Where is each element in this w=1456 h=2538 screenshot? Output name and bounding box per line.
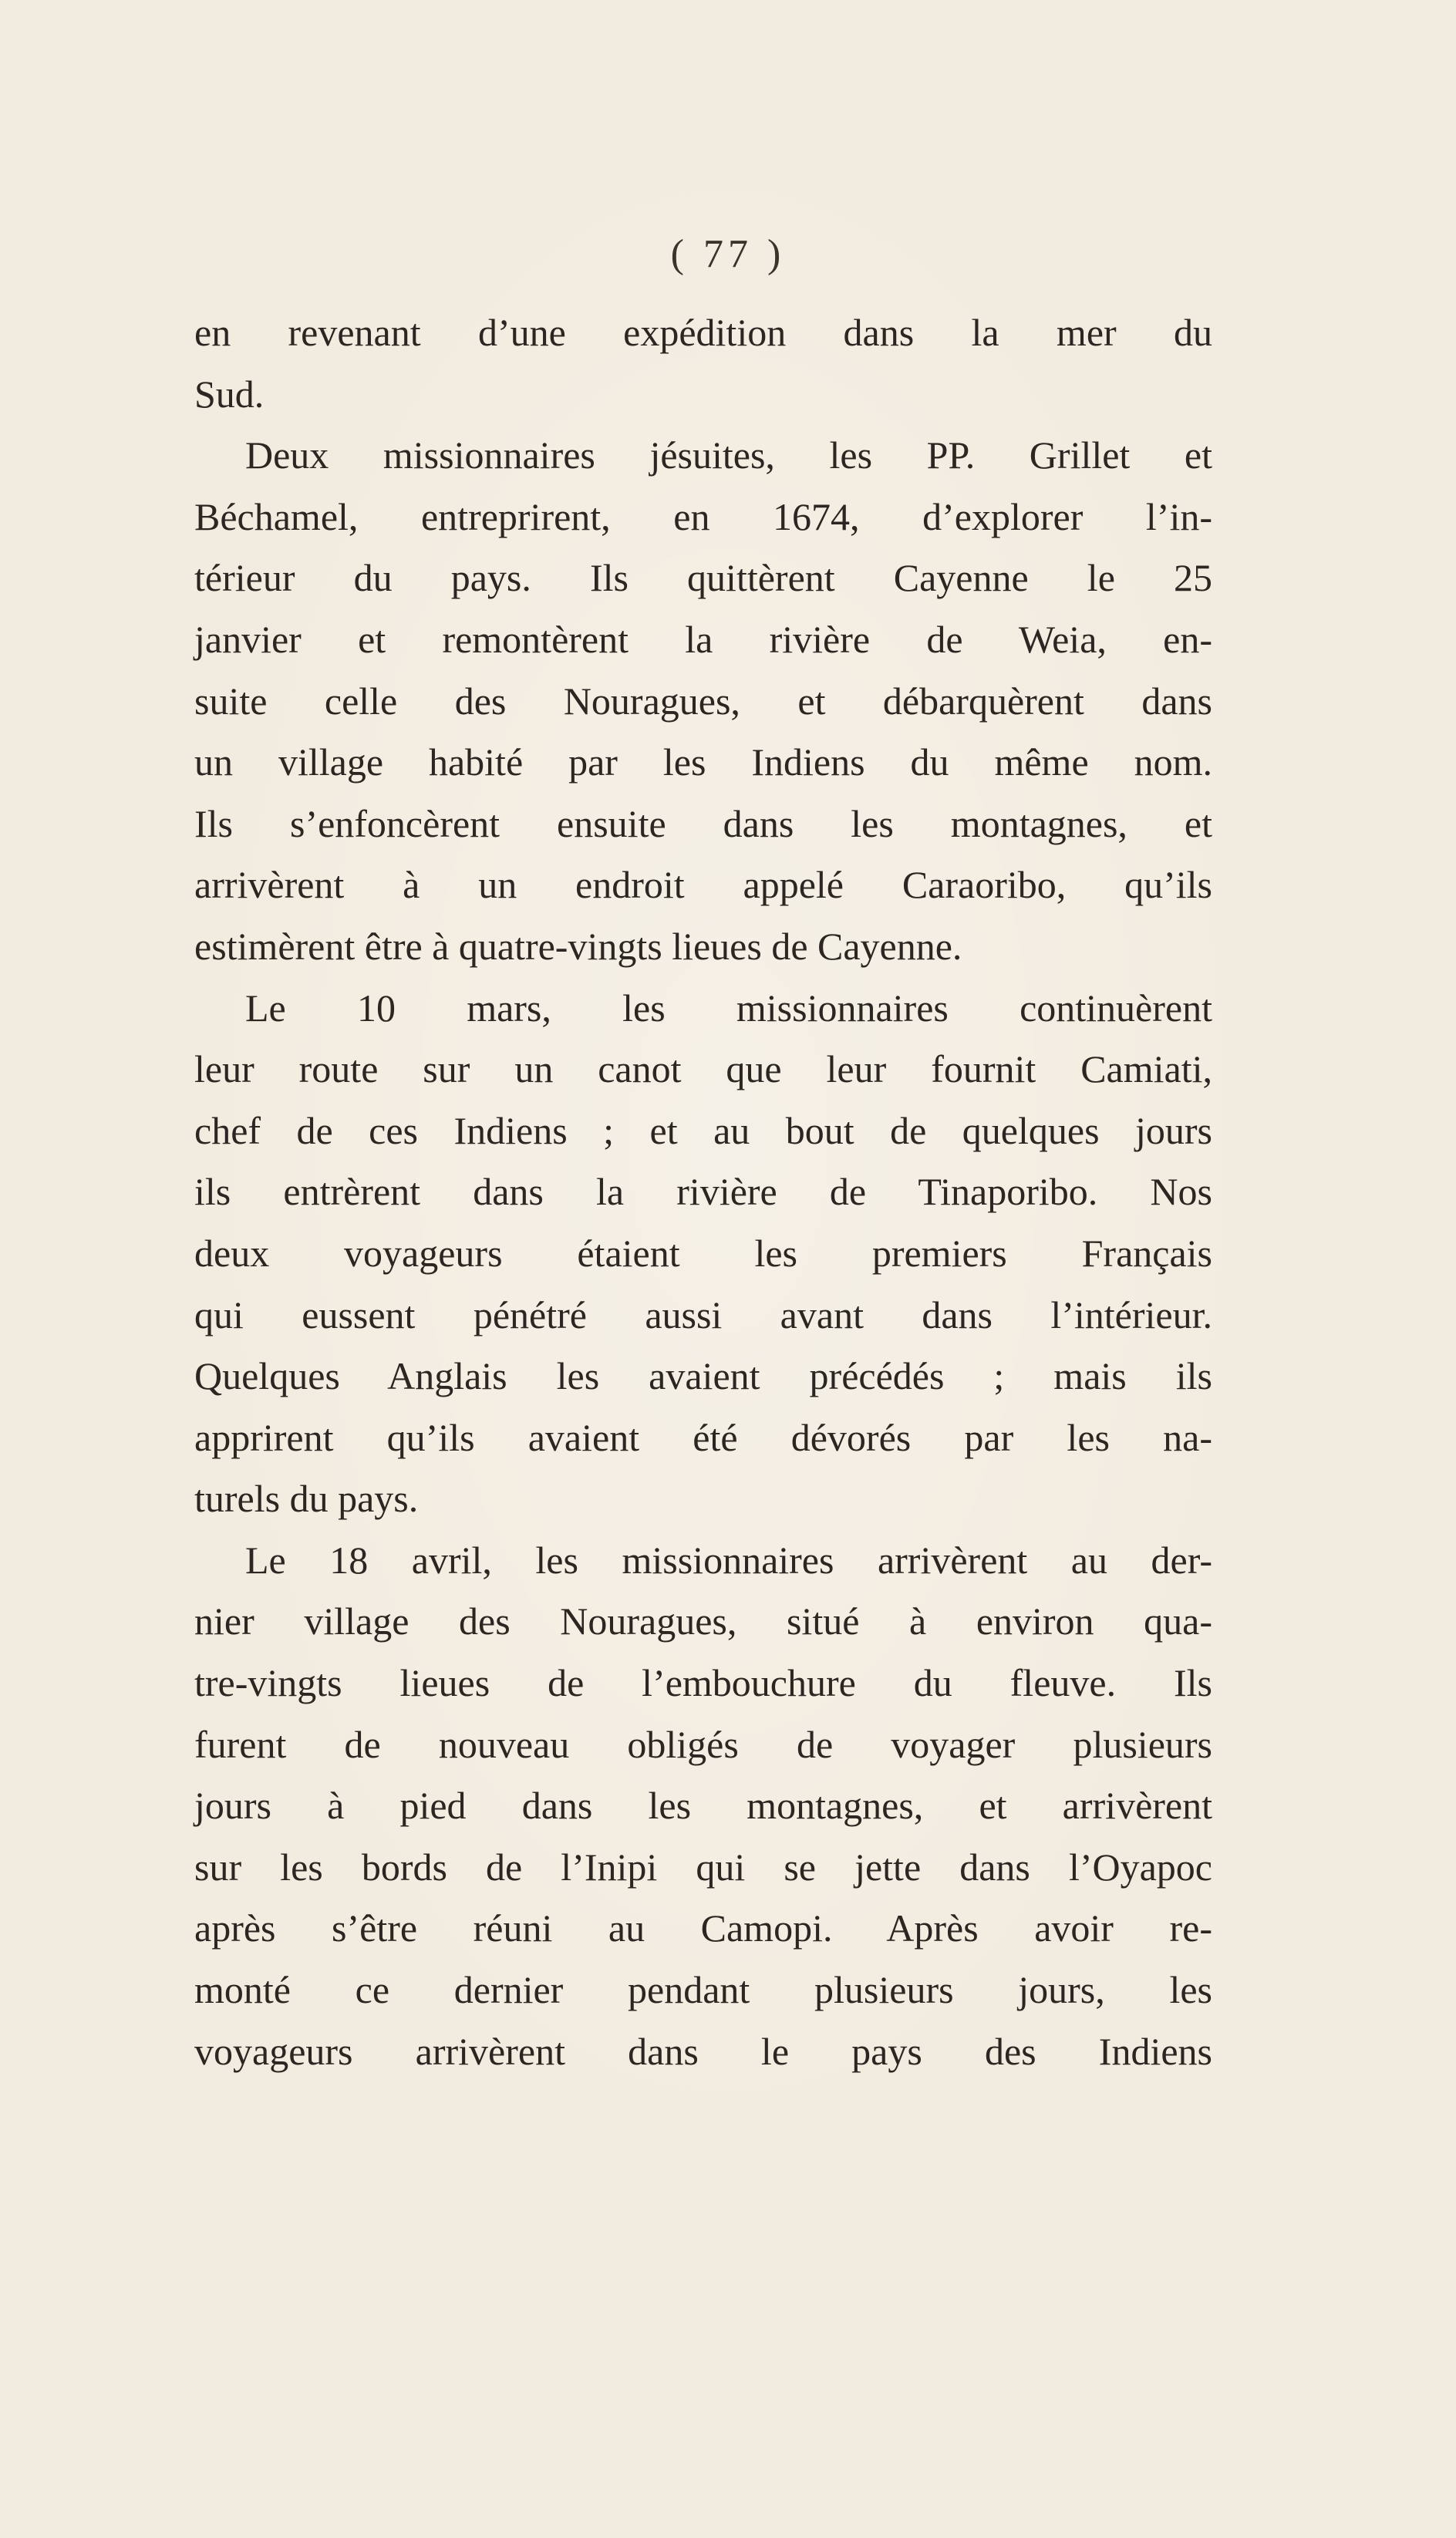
- text-line: leur route sur un canot que leur fournit Camiati,: [194, 1047, 1212, 1091]
- text-line: turels du pays.: [194, 1477, 419, 1521]
- text-line: Ils s’enfoncèrent ensuite dans les montagnes, et: [194, 801, 1212, 845]
- text-line: jours à pied dans les montagnes, et arrivèrent: [194, 1784, 1212, 1828]
- text-line: qui eussent pénétré aussi avant dans l’intérieur.: [194, 1293, 1212, 1336]
- text-line: janvier et remontèrent la rivière de Weia, en-: [194, 617, 1212, 661]
- text-line: un village habité par les Indiens du même nom.: [194, 740, 1212, 784]
- text-line: Quelques Anglais les avaient précédés ; mais ils: [194, 1354, 1212, 1398]
- text-line: sur les bords de l’Inipi qui se jette dans l’Oyapoc: [194, 1845, 1212, 1889]
- text-line: Le 18 avril, les missionnaires arrivèrent au der-: [245, 1538, 1212, 1582]
- text-line: furent de nouveau obligés de voyager plusieurs: [194, 1722, 1212, 1766]
- text-line: Béchamel, entreprirent, en 1674, d’explorer l’in-: [194, 494, 1212, 538]
- text-line: ils entrèrent dans la rivière de Tinaporibo. Nos: [194, 1170, 1212, 1214]
- page-number: ( 77 ): [670, 232, 786, 276]
- text-line: voyageurs arrivèrent dans le pays des Indiens: [194, 2029, 1212, 2073]
- text-line: chef de ces Indiens ; et au bout de quelques jours: [194, 1108, 1212, 1152]
- text-line: Deux missionnaires jésuites, les PP. Grillet et: [245, 433, 1212, 477]
- text-line: Sud.: [194, 372, 265, 416]
- text-line: arrivèrent à un endroit appelé Caraoribo, qu’ils: [194, 863, 1212, 907]
- body-text: [194, 302, 1212, 2082]
- text-line: estimèrent être à quatre-vingts lieues de Cayenne.: [194, 924, 962, 968]
- text-line: Le 10 mars, les missionnaires continuèrent: [245, 986, 1212, 1030]
- text-line: suite celle des Nouragues, et débarquèrent dans: [194, 679, 1212, 723]
- text-line: après s’être réuni au Camopi. Après avoir re-: [194, 1906, 1212, 1950]
- text-line: tre-vingts lieues de l’embouchure du fleuve. Ils: [194, 1661, 1212, 1705]
- text-line: en revenant d’une expédition dans la mer du: [194, 311, 1212, 354]
- text-line: deux voyageurs étaient les premiers Français: [194, 1231, 1212, 1275]
- text-line: térieur du pays. Ils quittèrent Cayenne le 25: [194, 556, 1212, 600]
- text-line: monté ce dernier pendant plusieurs jours, les: [194, 1968, 1212, 2012]
- text-line: nier village des Nouragues, situé à environ qua-: [194, 1599, 1212, 1643]
- text-line: apprirent qu’ils avaient été dévorés par les na-: [194, 1415, 1212, 1459]
